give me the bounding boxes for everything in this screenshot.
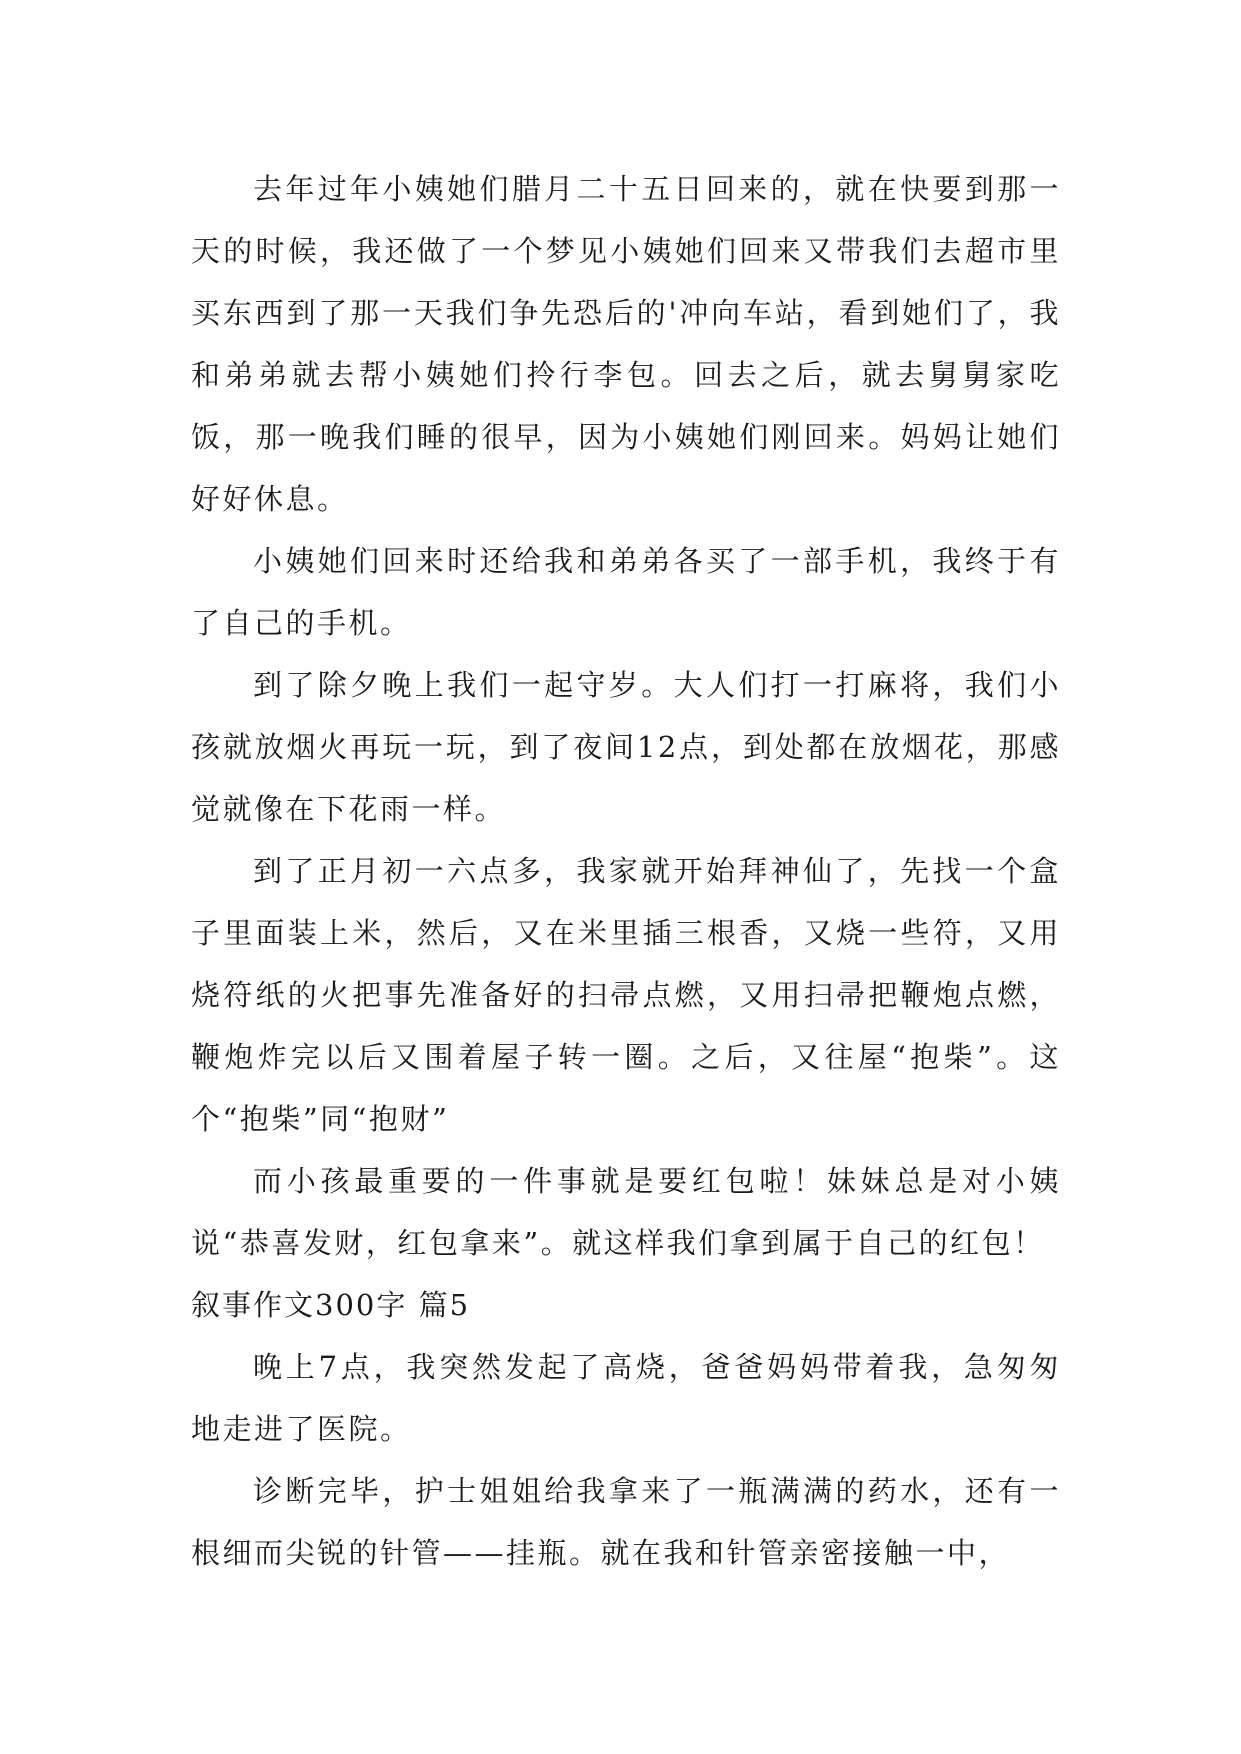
section-heading: 叙事作文300字 篇5 xyxy=(191,1288,471,1322)
paragraph: 到了除夕晚上我们一起守岁。大人们打一打麻将，我们小孩就放烟火再玩一玩，到了夜间12点，到处都在放烟花，那感觉就像在下花雨一样。 xyxy=(191,668,1061,826)
paragraph: 晚上7点，我突然发起了高烧，爸爸妈妈带着我，急匆匆地走进了医院。 xyxy=(191,1350,1061,1446)
document-body xyxy=(191,158,1061,1584)
paragraph: 诊断完毕，护士姐姐给我拿来了一瓶满满的药水，还有一根细而尖锐的针管——挂瓶。就在我和针管亲密接触一中， xyxy=(191,1474,1061,1570)
paragraph: 去年过年小姨她们腊月二十五日回来的，就在快要到那一天的时候，我还做了一个梦见小姨她们回来又带我们去超市里买东西到了那一天我们争先恐后的'冲向车站，看到她们了，我和弟弟就去帮小姨她们拎行李包。回去之后，就去舅舅家吃饭，那一晚我们睡的很早，因为小姨她们刚回来。妈妈让她们好好休息。 xyxy=(191,172,1061,516)
paragraph: 而小孩最重要的一件事就是要红包啦！妹妹总是对小姨说“恭喜发财，红包拿来”。就这样我们拿到属于自己的红包！ xyxy=(191,1164,1061,1260)
paragraph: 小姨她们回来时还给我和弟弟各买了一部手机，我终于有了自己的手机。 xyxy=(191,544,1061,640)
paragraph: 到了正月初一六点多，我家就开始拜神仙了，先找一个盒子里面装上米，然后，又在米里插三根香，又烧一些符，又用烧符纸的火把事先准备好的扫帚点燃，又用扫帚把鞭炮点燃，鞭炮炸完以后又围着屋子转一圈。之后，又往屋“抱柴”。这个“抱柴”同“抱财” xyxy=(191,854,1061,1136)
